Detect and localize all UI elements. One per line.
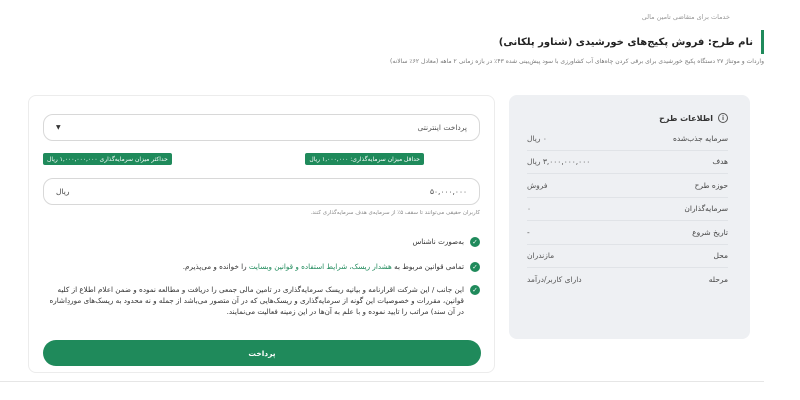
info-row-stage (527, 268, 728, 292)
info-label: مرحله (708, 275, 728, 285)
info-value: ۰ (527, 204, 532, 214)
info-icon: i (718, 113, 728, 123)
anonymous-checkbox[interactable] (412, 236, 480, 247)
info-value: - (527, 227, 530, 237)
info-label: حوزه طرح (694, 180, 728, 190)
check-icon[interactable]: ✓ (470, 262, 480, 272)
terms-checkbox[interactable] (183, 261, 480, 272)
info-value: مازندران (527, 251, 555, 261)
info-heading (527, 109, 728, 127)
info-value: ۳,۰۰۰,۰۰۰,۰۰۰ ریال (527, 157, 591, 167)
amount-input[interactable] (43, 178, 480, 205)
check-icon[interactable]: ✓ (470, 237, 480, 247)
plan-info-card (509, 95, 750, 339)
info-row-start-date (527, 221, 728, 245)
amount-hint: کاربران حقیقی می‌توانند تا سقف ۵٪ از سرمایه‌ی هدف سرمایه‌گذاری کنند. (310, 210, 480, 216)
info-row-field (527, 174, 728, 198)
payment-method-select[interactable] (43, 114, 480, 141)
payment-method-value: پرداخت اینترنتی (417, 123, 467, 132)
info-row-goal (527, 151, 728, 175)
risk-statement-checkbox[interactable] (43, 284, 480, 317)
info-label: سرمایه جذب‌شده (672, 133, 728, 143)
plan-subtitle: واردات و موتناژ ۲۷ دستگاه پکیج خورشیدی برای برقی کردن چاه‌های آب کشاورزی با سود پیش‌بینی شده ۴۳٪ در بازه زمانی ۲ ماهه (معادل ۶۲٪ سالانه) (390, 58, 764, 65)
max-investment-badge: حداکثر میزان سرمایه‌گذاری ۱,۰۰۰,۰۰۰,۰۰۰ ریال (43, 153, 172, 165)
terms-text-post: را خوانده و می‌پذیرم. (182, 262, 247, 271)
check-icon[interactable]: ✓ (470, 285, 480, 295)
terms-label (183, 261, 464, 272)
plan-title-bar (394, 30, 764, 54)
info-label: تاریخ شروع (692, 227, 728, 237)
info-label: سرمایه‌گذاران (684, 204, 728, 214)
amount-unit: ریال (56, 187, 70, 196)
info-row-raised (527, 127, 728, 151)
amount-value: ۵۰,۰۰۰,۰۰۰ (430, 187, 467, 196)
info-row-investors (527, 198, 728, 222)
risk-statement-label: این جانب / این شرکت اقرارنامه و بیانیه ریسک سرمایه‌گذاری در تامین مالی جمعی را دریافت و مطالعه نموده و ضمن اعلام اطلاع از کلیه قوانین، مقررات و خصوصیات این گونه از سرمایه‌گذاری و ریسک‌هایی که در آن متصور می‌باشد از جمله و نه محدود به ریسک‌های موردِاشاره در آن سند) مراتب را تایید نموده و با علم به آن‌ها در این زمینه فعالیت می‌نمایند. (49, 285, 464, 317)
info-value: دارای کاربر/درآمد (527, 275, 582, 285)
info-label: هدف (712, 157, 728, 167)
info-value: فروش (527, 180, 548, 190)
info-label: محل (713, 251, 728, 261)
caret-down-icon[interactable]: ▼ (56, 124, 61, 131)
info-heading-label: اطلاعات طرح (659, 113, 713, 123)
min-investment-badge: حداقل میزان سرمایه‌گذاری: ۱,۰۰۰,۰۰۰ ریال (305, 153, 424, 165)
pay-button[interactable]: پرداخت (43, 340, 481, 366)
investment-form-card (28, 95, 495, 373)
info-value: ۰ ریال (527, 133, 547, 143)
terms-text-pre: تمامی قوانین مربوط به (394, 262, 464, 271)
page-title: نام طرح: فروش پکیج‌های خورشیدی (شناور پلکانی) (498, 36, 753, 48)
info-row-location (527, 245, 728, 269)
breadcrumb[interactable]: خدمات برای متقاضی تامین مالی (641, 13, 730, 21)
anonymous-label: به‌صورت ناشناس (412, 237, 464, 246)
terms-link[interactable]: هشدار ریسک، شرایط استفاده و قوانین وبسایت (248, 262, 392, 271)
footer-divider (0, 381, 764, 382)
